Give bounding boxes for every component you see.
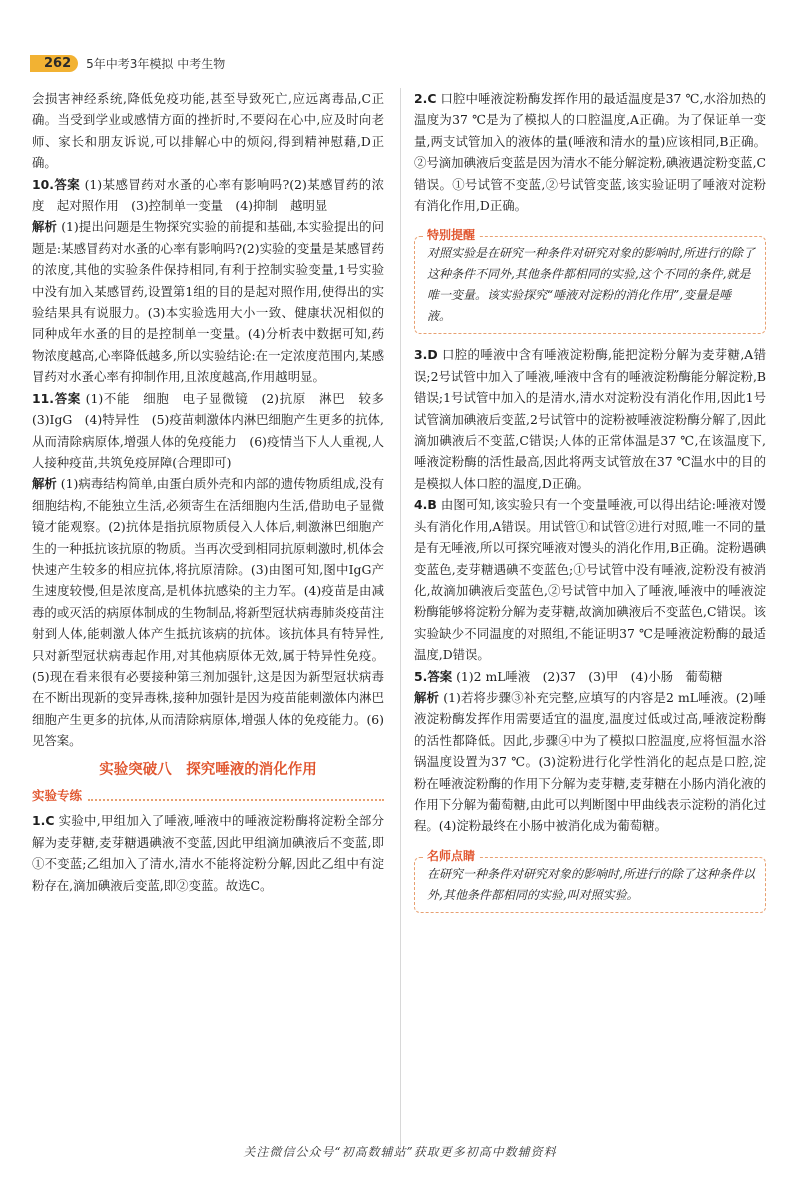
q3-paragraph bbox=[414, 344, 766, 494]
q4-paragraph bbox=[414, 494, 766, 665]
q10-explanation bbox=[32, 216, 384, 387]
q10-expl-text: (1)提出问题是生物探究实验的前提和基础,本实验提出的问题是:某感冒药对水蚤的心率有影响吗?(2)实验的变量是某感冒药的浓度,其他的实验条件保持相同,有利于控制实验变量,1号实验中没有加入某感冒药,设置第1组的目的是起对照作用,使得出的实验结果具有说服力。(3)本实验选用大小一致、健康状况相似的同种成年水蚤的目的是控制单一变量。(4)分析表中数据可知,药物浓度越高,心率降低越多,所以实验结论:在一定浓度范围内,某感冒药对水蚤心率有抑制作用,且浓度越高,作用越明显。 bbox=[32, 219, 385, 385]
intro-paragraph: 会损害神经系统,降低免疫功能,甚至导致死亡,应远离毒品,C正确。当受到学业或感情方面的挫折时,不要闷在心中,应及时向老师、家长和朋友诉说,可以排解心中的烦闷,得到精神慰藉,D正确。 bbox=[32, 91, 384, 171]
q10-answer-text: (1)某感冒药对水蚤的心率有影响吗?(2)某感冒药的浓度 起对照作用 (3)控制单一变量 (4)抑制 越明显 bbox=[32, 176, 385, 214]
q3-text: 口腔的唾液中含有唾液淀粉酶,能把淀粉分解为麦芽糖,A错误;2号试管中加入了唾液,唾液中含有的唾液淀粉酶能分解淀粉,B错误;1号试管中加入的是清水,清水对淀粉没有消化作用,因此1号试管滴加碘液后变蓝,2号试管中的淀粉被唾液淀粉酶分解了,因此滴加碘液后不变蓝,C错误;人体的正常体温是37 ℃,在该温度下,唾液淀粉酶的活性最高,因此将两支试管放在37 ℃温水中的目的是模拟人体口腔的温度,D正确。 bbox=[414, 347, 766, 491]
q11-explanation bbox=[32, 473, 384, 751]
footer-note: 关注微信公众号“初高数辅站”获取更多初高中数辅资料 bbox=[243, 1145, 557, 1159]
q10-number: 10. bbox=[32, 176, 54, 192]
q5-explanation bbox=[414, 687, 766, 837]
q5-answer-label: 答案 bbox=[427, 668, 453, 684]
q11-answer-label: 答案 bbox=[53, 390, 81, 406]
teacher-label: 名师点睛 bbox=[423, 846, 479, 867]
q5-number: 5. bbox=[414, 668, 428, 684]
q1-paragraph bbox=[32, 810, 384, 896]
q2-paragraph bbox=[414, 88, 766, 216]
tip-text: 对照实验是在研究一种条件对研究对象的影响时,所进行的除了这种条件不同外,其他条件都相同的实验,这个不同的条件,就是唯一变量。该实验探究“唾液对淀粉的消化作用”,变量是唾液。 bbox=[427, 246, 755, 324]
left-column bbox=[32, 88, 397, 896]
right-column bbox=[414, 88, 766, 923]
q1-text: 实验中,甲组加入了唾液,唾液中的唾液淀粉酶将淀粉全部分解为麦芽糖,麦芽糖遇碘液不变蓝,因此甲组滴加碘液后不变蓝,即①不变蓝;乙组加入了清水,清水不能将淀粉分解,因此乙组中有淀粉存在,滴加碘液后变蓝,即②变蓝。故选C。 bbox=[32, 813, 384, 893]
q10-answer-label: 答案 bbox=[53, 176, 81, 192]
column-divider bbox=[400, 88, 401, 1148]
q5-answer-text: (1)2 mL唾液 (2)37 (3)甲 (4)小肠 葡萄糖 bbox=[456, 668, 723, 684]
q3-number: 3.D bbox=[414, 347, 438, 363]
section-title: 实验突破八 探究唾液的消化作用 bbox=[99, 761, 317, 778]
q4-number: 4.B bbox=[414, 497, 437, 513]
tip-label: 特别提醒 bbox=[423, 225, 479, 246]
q10-answer bbox=[32, 174, 384, 217]
tip-box bbox=[414, 228, 766, 334]
dotted-rule bbox=[88, 791, 384, 801]
sub-title-text: 实验专练 bbox=[32, 788, 83, 803]
book-title: 5年中考3年模拟 中考生物 bbox=[86, 56, 226, 71]
teacher-text: 在研究一种条件对研究对象的影响时,所进行的除了这种条件以外,其他条件都相同的实验,叫对照实验。 bbox=[427, 866, 755, 902]
q11-number: 11. bbox=[32, 390, 54, 406]
sub-title bbox=[32, 785, 384, 806]
q2-number: 2.C bbox=[414, 91, 437, 106]
page-number: 262 bbox=[30, 55, 78, 72]
q11-expl-text: (1)病毒结构简单,由蛋白质外壳和内部的遗传物质组成,没有细胞结构,不能独立生活,必须寄生在活细胞内生活,借助电子显微镜才能观察。(2)抗体是指抗原物质侵入人体后,刺激淋巴细胞产生的一种抵抗该抗原的物质。当再次受到相同抗原刺激时,机体会快速产生较多的相应抗体,将抗原清除。(3)由图可知,图中IgG产生速度较慢,但是浓度高,是机体抗感染的主力军。(4)疫苗是由减毒的或灭活的病原体制成的生物制品,将新型冠状病毒肺炎疫苗注射到人体,能刺激人体产生抵抗该病的抗体。该抗体具有特异性,只对新型冠状病毒起作用,对其他病原体无效,属于特异性免疫。(5)现在看来很有必要接种第三剂加强针,这是因为新型冠状病毒在不断出现新的变异毒株,接种加强针是因为疫苗能刺激体内淋巴细胞产生更多的抗体,从而清除病原体,增强人体的免疫能力。(6)见答案。 bbox=[32, 476, 384, 749]
teacher-box bbox=[414, 848, 766, 913]
q2-text: 口腔中唾液淀粉酶发挥作用的最适温度是37 ℃,水浴加热的温度为37 ℃是为了模拟人的口腔温度,A正确。为了保证单一变量,两支试管加入的液体的量(唾液和清水的量)应该相同,B正确。②号滴加碘液后变蓝是因为清水不能分解淀粉,碘液遇淀粉变蓝,C错误。①号试管不变蓝,②号试管变蓝,该实验证明了唾液对淀粉有消化作用,D正确。 bbox=[414, 91, 766, 214]
q11-answer-text: (1)不能 细胞 电子显微镜 (2)抗原 淋巴 较多 (3)IgG (4)特异性 (5)疫苗刺激体内淋巴细胞产生更多的抗体,从而清除病原体,增强人体的免疫能力 (6)疫情当下人人重视,人人接种疫苗,共筑免疫屏障(合理即可) bbox=[32, 390, 397, 470]
q10-expl-label: 解析 bbox=[32, 219, 58, 235]
page-header bbox=[30, 52, 225, 74]
q1-number: 1.C bbox=[32, 813, 55, 829]
q5-expl-label: 解析 bbox=[414, 689, 440, 705]
q5-answer bbox=[414, 666, 766, 687]
q11-expl-label: 解析 bbox=[32, 476, 57, 492]
q11-answer bbox=[32, 388, 397, 474]
q5-expl-text: (1)若将步骤③补充完整,应填写的内容是2 mL唾液。(2)唾液淀粉酶发挥作用需要适宜的温度,温度过低或过高,唾液淀粉酶的活性都降低。因此,步骤④中为了模拟口腔温度,应将恒温水浴锅温度设置为37 ℃。(3)淀粉进行化学性消化的起点是口腔,淀粉在唾液淀粉酶的作用下分解为麦芽糖,麦芽糖在小肠内消化液的作用下分解为葡萄糖,由此可以判断图中甲曲线表示淀粉的消化过程。(4)淀粉最终在小肠中被消化成为葡萄糖。 bbox=[414, 689, 766, 834]
q4-text: 由图可知,该实验只有一个变量唾液,可以得出结论:唾液对馒头有消化作用,A错误。用试管①和试管②进行对照,唯一不同的量是有无唾液,所以可探究唾液对馒头的消化作用,B正确。淀粉遇碘变蓝色,麦芽糖遇碘不变蓝色;①号试管中没有唾液,淀粉没有被消化,故滴加碘液后变蓝色,②号试管中加入了唾液,唾液中的唾液淀粉酶能够将淀粉分解为麦芽糖,故滴加碘液后不变蓝色,C错误。该实验缺少不同温度的对照组,不能证明37 ℃是唾液淀粉酶的最适温度,D错误。 bbox=[414, 497, 766, 663]
